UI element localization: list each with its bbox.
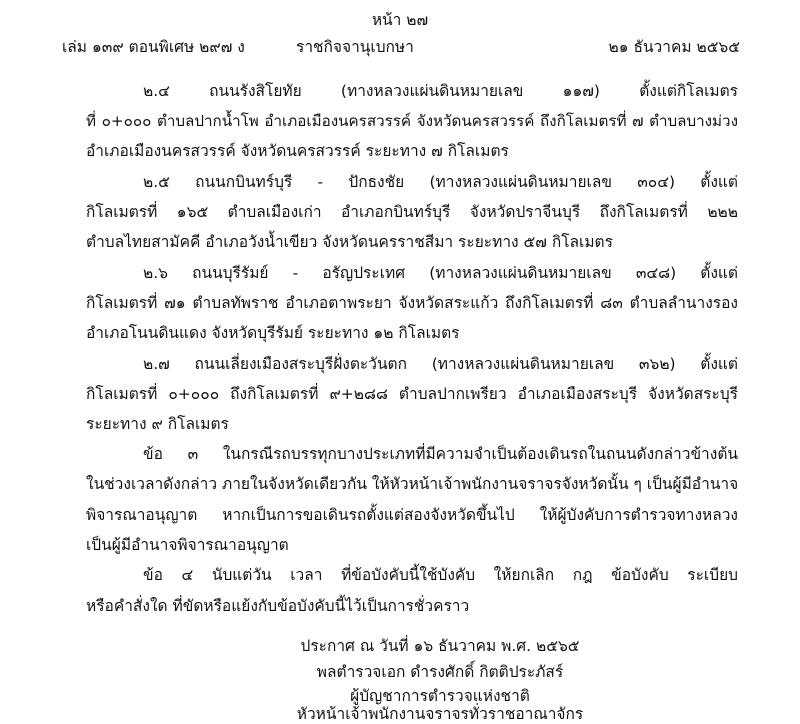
text-line: กิโลเมตรที่ ๑๖๕ ตำบลเมืองเก่า อำเภอกบินทร์บุรี จังหวัดปราจีนบุรี ถึงกิโลเมตรที่ ๒๒๒ <box>86 203 738 221</box>
announcement-date: ประกาศ ณ วันที่ ๑๖ ธันวาคม พ.ศ. ๒๕๖๕ <box>300 637 580 655</box>
text-line: ๒.๗ ถนนเลี่ยงเมืองสระบุรีฝั่งตะวันตก (ทางหลวงแผ่นดินหมายเลข ๓๖๒) ตั้งแต่ <box>143 355 738 373</box>
text-line: ๒.๖ ถนนบุรีรัมย์ - อรัญประเทศ (ทางหลวงแผ่นดินหมายเลข ๓๔๘) ตั้งแต่ <box>143 264 738 282</box>
volume-issue: เล่ม ๑๓๙ ตอนพิเศษ ๒๙๗ ง <box>62 38 245 56</box>
signer-name: พลตำรวจเอก ดำรงศักดิ์ กิตติประภัสร์ <box>316 663 564 681</box>
text-line: อำเภอเมืองนครสวรรค์ จังหวัดนครสวรรค์ ระยะทาง ๗ กิโลเมตร <box>86 142 509 160</box>
signer-position-2: หัวหน้าเจ้าพนักงานจราจรทั่วราชอาณาจักร <box>296 705 584 723</box>
text-line: อำเภอโนนดินแดง จังหวัดบุรีรัมย์ ระยะทาง ๑๒ กิโลเมตร <box>86 324 460 342</box>
text-line: ข้อ ๓ ในกรณีรถบรรทุกบางประเภทที่มีความจำเป็นต้องเดินรถในถนนดังกล่าวข้างต้น <box>143 445 738 463</box>
text-line: ข้อ ๔ นับแต่วัน เวลา ที่ข้อบังคับนี้ใช้บังคับ ให้ยกเลิก กฎ ข้อบังคับ ระเบียบ <box>143 566 738 584</box>
text-line: ที่ ๐+๐๐๐ ตำบลปากน้ำโพ อำเภอเมืองนครสวรรค์ จังหวัดนครสวรรค์ ถึงกิโลเมตรที่ ๗ ตำบลบางม่วง <box>86 112 738 130</box>
publication-date: ๒๑ ธันวาคม ๒๕๖๕ <box>608 38 740 56</box>
text-line: เป็นผู้มีอำนาจพิจารณาอนุญาต <box>86 536 289 554</box>
text-line: ระยะทาง ๙ กิโลเมตร <box>86 415 229 433</box>
text-line: ตำบลไทยสามัคคี อำเภอวังน้ำเขียว จังหวัดนครราชสีมา ระยะทาง ๕๗ กิโลเมตร <box>86 233 613 251</box>
page-number: หน้า ๒๗ <box>371 11 429 29</box>
gazette-title: ราชกิจจานุเบกษา <box>296 38 414 56</box>
text-line: กิโลเมตรที่ ๐+๐๐๐ ถึงกิโลเมตรที่ ๙+๒๘๘ ตำบลปากเพรียว อำเภอเมืองสระบุรี จังหวัดสระบุรี <box>86 385 738 403</box>
text-line: ๒.๕ ถนนกบินทร์บุรี - ปักธงชัย (ทางหลวงแผ่นดินหมายเลข ๓๐๔) ตั้งแต่ <box>143 173 738 191</box>
text-line: กิโลเมตรที่ ๗๑ ตำบลทัพราช อำเภอตาพระยา จังหวัดสระแก้ว ถึงกิโลเมตรที่ ๘๓ ตำบลลำนางรอง <box>86 294 738 312</box>
text-line: พิจารณาอนุญาต หากเป็นการขอเดินรถตั้งแต่สองจังหวัดขึ้นไป ให้ผู้บังคับการตำรวจทางหลวง <box>86 506 738 524</box>
text-line: ในช่วงเวลาดังกล่าว ภายในจังหวัดเดียวกัน ให้หัวหน้าเจ้าพนักงานจราจรจังหวัดนั้น ๆ เป็นผู้มีอำนาจ <box>86 475 739 493</box>
signer-position: ผู้บัญชาการตำรวจแห่งชาติ <box>350 687 530 705</box>
text-line: หรือคำสั่งใด ที่ขัดหรือแย้งกับข้อบังคับนี้ไว้เป็นการชั่วคราว <box>86 597 470 615</box>
text-line: ๒.๔ ถนนรังสิโยทัย (ทางหลวงแผ่นดินหมายเลข ๑๑๗) ตั้งแต่กิโลเมตร <box>143 82 738 100</box>
